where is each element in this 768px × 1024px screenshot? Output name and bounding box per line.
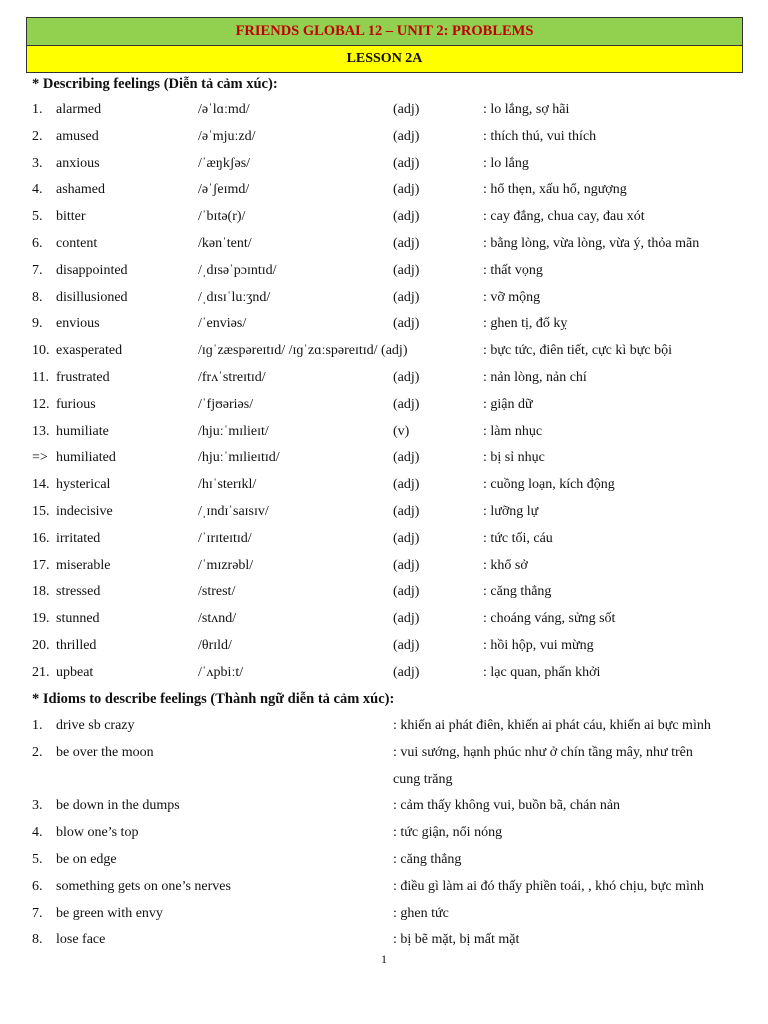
vocab-part-of-speech: (adj) [393,236,420,251]
idiom-meaning: : điều gì làm ai đó thấy phiền toái, , khó chịu, bực mình [393,878,704,894]
vocab-pronunciation: /əˈʃeɪmd/ [198,182,250,198]
vocab-meaning: : vỡ mộng [483,289,541,305]
idiom-number: 8. [32,932,43,948]
idiom-phrase: be on edge [56,852,117,867]
vocab-number: 14. [32,477,50,493]
vocab-part-of-speech: (adj) [393,370,420,385]
vocab-number: 12. [32,396,50,412]
vocab-word: stunned [56,611,100,627]
vocab-word: irritated [56,530,101,546]
vocab-part-of-speech: (adj) [393,316,420,332]
idiom-number: 7. [32,905,43,921]
vocab-part-of-speech: (adj) [393,289,420,305]
vocab-pronunciation: /ˈmɪzrəbl/ [198,557,254,573]
vocab-pronunciation: /əˈlɑːmd/ [198,102,250,117]
vocab-number: 2. [32,128,43,144]
idiom-meaning-continuation: cung trăng [393,771,453,787]
lesson-bar [26,45,743,73]
vocab-word: stressed [56,584,101,600]
vocab-word: anxious [56,155,100,171]
vocab-meaning: : nản lòng, nản chí [483,370,587,385]
vocab-number: 3. [32,155,43,171]
idiom-phrase: be over the moon [56,744,154,760]
vocab-part-of-speech: (adj) [393,504,420,519]
vocab-part-of-speech: (adj) [393,450,420,466]
idiom-number: 2. [32,744,43,760]
vocab-pronunciation: /frʌˈstreɪtɪd/ [198,370,266,385]
vocab-part-of-speech: (adj) [393,396,420,412]
vocab-meaning: : thích thú, vui thích [483,128,597,144]
vocab-part-of-speech: (adj) [393,182,420,198]
vocab-number: 9. [32,316,43,332]
vocab-number: 19. [32,611,50,627]
vocab-row [0,156,768,176]
vocab-row [0,638,768,658]
vocab-part-of-speech: (adj) [393,530,420,546]
vocab-number: 16. [32,530,50,546]
vocab-number: 5. [32,209,43,225]
idiom-number: 5. [32,852,43,867]
vocab-word: disappointed [56,262,128,278]
vocab-part-of-speech: (adj) [393,477,420,493]
vocab-row [0,236,768,256]
page-number: 1 [381,952,387,966]
vocab-pronunciation: /hjuːˈmɪlieɪtɪd/ [198,450,280,466]
vocab-pronunciation: /ˈʌpbiːt/ [198,664,244,680]
vocab-number: 21. [32,664,50,680]
vocab-meaning: : thất vọng [483,262,543,278]
vocab-meaning: : bằng lòng, vừa lòng, vừa ý, thỏa mãn [483,236,700,251]
vocab-number: 6. [32,236,43,251]
vocab-number: 13. [32,423,50,439]
vocab-meaning: : tức tối, cáu [483,530,553,546]
vocab-pronunciation: /ˌɪndɪˈsaɪsɪv/ [198,504,269,519]
vocab-word: frustrated [56,370,110,385]
vocab-word: humiliated [56,450,116,466]
lesson-label: LESSON 2A [346,51,423,66]
idiom-row [0,718,768,738]
vocab-part-of-speech: (adj) [393,155,420,171]
vocab-number: 17. [32,557,50,573]
vocab-part-of-speech: (v) [393,423,410,439]
vocab-word: indecisive [56,504,113,519]
vocab-meaning: : choáng váng, sửng sốt [483,611,616,627]
vocab-meaning: : làm nhục [483,423,543,439]
vocab-pronunciation: /ˌdɪsɪˈluːʒnd/ [198,289,271,305]
vocab-part-of-speech: (adj) [393,128,420,144]
vocab-row [0,182,768,202]
vocab-row [0,263,768,283]
vocab-row [0,316,768,336]
vocab-meaning: : ghen tị, đố kỵ [483,316,568,332]
idiom-meaning: : tức giận, nổi nóng [393,825,503,841]
idiom-number: 6. [32,878,43,894]
vocab-part-of-speech: (adj) [393,557,420,573]
vocab-meaning: : hổ thẹn, xấu hổ, ngượng [483,182,627,198]
vocab-word: disillusioned [56,289,128,305]
vocab-number: => [32,450,48,466]
vocab-pronunciation: /ˌdɪsəˈpɔɪntɪd/ [198,262,277,278]
idiom-meaning: : ghen tức [393,905,449,921]
idiom-row [0,879,768,899]
vocab-number: 7. [32,262,43,278]
vocab-row [0,531,768,551]
vocab-part-of-speech: (adj) [393,638,420,653]
idiom-row [0,852,768,872]
document-title-bar [26,17,743,45]
vocab-number: 4. [32,182,43,198]
vocab-number: 8. [32,289,43,305]
idiom-meaning: : vui sướng, hạnh phúc như ở chín tầng mây, như trên [393,744,693,760]
vocab-word: exasperated [56,343,123,359]
idiom-phrase: be down in the dumps [56,798,180,814]
vocab-pronunciation: /ˈbɪtə(r)/ [198,209,246,225]
vocab-pronunciation: /ˈfjʊəriəs/ [198,396,254,412]
vocab-meaning: : căng thẳng [483,584,552,600]
vocab-row [0,477,768,497]
vocab-row [0,370,768,390]
vocab-row [0,611,768,631]
vocab-part-of-speech: (adj) [393,664,420,680]
vocab-meaning: : lưỡng lự [483,504,539,519]
vocab-part-of-speech: (adj) [393,262,420,278]
idiom-number: 3. [32,798,43,814]
vocab-part-of-speech: (adj) [393,209,420,225]
vocab-word: miserable [56,557,111,573]
vocab-pronunciation: /hjuːˈmɪlieɪt/ [198,423,269,439]
idiom-meaning: : căng thẳng [393,852,462,867]
idiom-number: 4. [32,825,43,841]
vocab-part-of-speech: (adj) [393,584,420,600]
vocab-row [0,343,768,363]
vocab-pronunciation: /stʌnd/ [198,611,237,627]
vocab-part-of-speech: (adj) [393,611,420,627]
vocab-meaning: : giận dữ [483,396,533,412]
vocab-meaning: : bực tức, điên tiết, cực kì bực bội [483,343,672,359]
vocab-word: content [56,236,98,251]
vocab-pronunciation: /əˈmjuːzd/ [198,128,256,144]
vocab-meaning: : lo lắng [483,155,529,171]
vocab-word: alarmed [56,102,102,117]
vocab-row [0,209,768,229]
vocab-meaning: : hồi hộp, vui mừng [483,638,594,653]
vocab-row [0,397,768,417]
vocab-meaning: : lạc quan, phấn khởi [483,664,601,680]
vocab-number: 20. [32,638,50,653]
idiom-meaning: : bị bẽ mặt, bị mất mặt [393,932,520,948]
vocab-row [0,290,768,310]
vocab-number: 11. [32,370,49,385]
vocab-meaning: : lo lắng, sợ hãi [483,102,570,117]
vocab-meaning: : khổ sở [483,557,528,573]
idiom-row [0,745,768,765]
idiom-row [0,932,768,952]
vocab-pronunciation: /ˈɪrɪteɪtɪd/ [198,530,252,546]
vocab-pronunciation: /hɪˈsterɪkl/ [198,477,257,493]
idiom-phrase: lose face [56,932,106,948]
vocab-word: upbeat [56,664,94,680]
idiom-row [0,825,768,845]
vocab-row [0,424,768,444]
vocab-row [0,584,768,604]
vocab-row [0,558,768,578]
vocab-word: hysterical [56,477,111,493]
idiom-meaning: : khiến ai phát điên, khiến ai phát cáu, khiến ai bực mình [393,718,711,733]
idiom-phrase: be green with envy [56,905,163,921]
vocab-word: furious [56,396,96,412]
vocab-pronunciation: /ˈenviəs/ [198,316,247,332]
idiom-phrase: something gets on one’s nerves [56,878,231,894]
vocab-word: thrilled [56,638,97,653]
vocab-word: humiliate [56,423,109,439]
idiom-meaning: : cảm thấy không vui, buồn bã, chán nản [393,798,621,814]
vocab-number: 15. [32,504,50,519]
vocab-pronunciation: /strest/ [198,584,236,600]
feelings-section-heading: * Describing feelings (Diễn tả cảm xúc): [32,76,278,92]
vocab-row [0,665,768,685]
vocab-meaning: : cuồng loạn, kích động [483,477,615,493]
vocab-row [0,450,768,470]
vocab-word: bitter [56,209,86,225]
vocab-word: ashamed [56,182,105,198]
vocab-pronunciation: /ɪɡˈzæspəreɪtɪd/ /ɪɡˈzɑːspəreɪtɪd/ (adj) [198,343,408,359]
document-title: FRIENDS GLOBAL 12 – UNIT 2: PROBLEMS [235,23,534,39]
vocab-pronunciation: /kənˈtent/ [198,236,252,251]
vocab-part-of-speech: (adj) [393,102,420,117]
vocab-meaning: : cay đắng, chua cay, đau xót [483,209,645,225]
idiom-row [0,906,768,926]
idioms-section-heading: * Idioms to describe feelings (Thành ngữ diễn tả cảm xúc): [32,691,395,707]
vocab-row [0,129,768,149]
vocab-word: amused [56,128,99,144]
vocab-row [0,102,768,122]
vocab-meaning: : bị sỉ nhục [483,450,545,466]
vocab-row [0,504,768,524]
vocab-number: 10. [32,343,50,359]
vocab-word: envious [56,316,100,332]
vocab-pronunciation: /ˈæŋkʃəs/ [198,155,251,171]
idiom-phrase: blow one’s top [56,825,139,841]
idiom-row [0,798,768,818]
vocab-number: 18. [32,584,50,600]
idiom-phrase: drive sb crazy [56,718,135,733]
vocab-number: 1. [32,102,43,117]
idiom-number: 1. [32,718,43,733]
vocab-pronunciation: /θrɪld/ [198,638,232,653]
